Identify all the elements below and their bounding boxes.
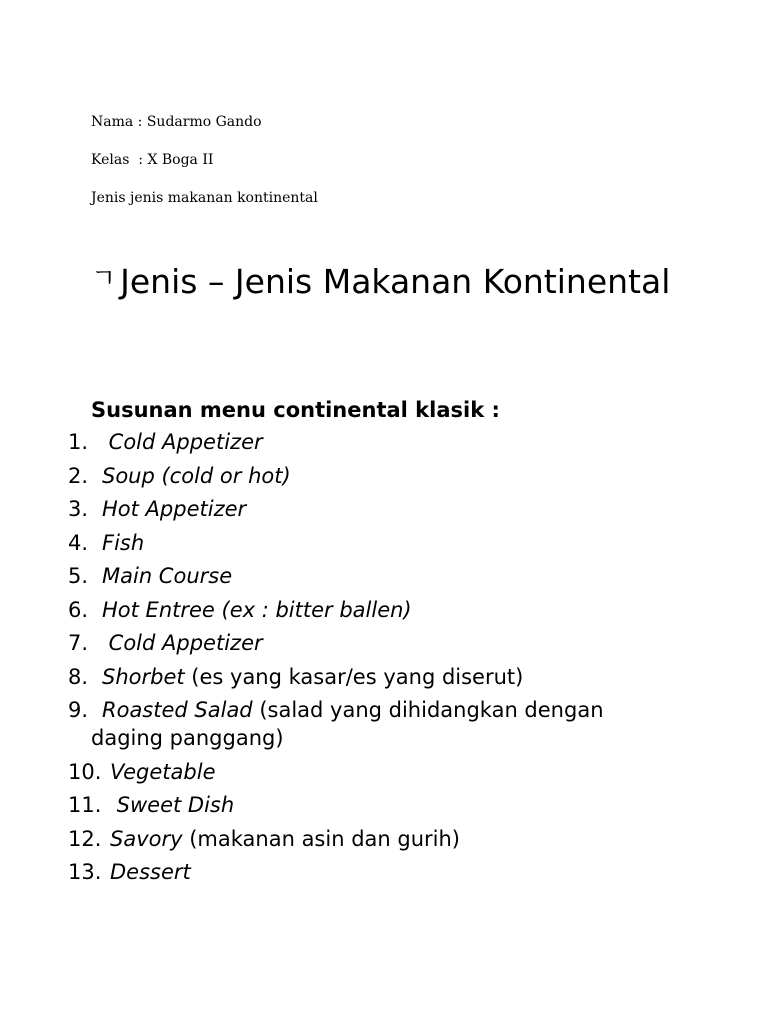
menu-item-number: 4. <box>68 530 89 555</box>
menu-item-name: Soup (cold or hot) <box>102 463 291 488</box>
menu-item <box>68 462 708 490</box>
menu-item <box>68 663 708 691</box>
menu-item-note-continued: daging panggang) <box>91 726 284 750</box>
menu-item-number: 2. <box>68 463 89 488</box>
menu-item-note: (es yang kasar/es yang diserut) <box>184 664 524 689</box>
menu-item-name: Dessert <box>110 860 191 884</box>
menu-item <box>68 529 708 557</box>
menu-subheading: Susunan menu continental klasik : <box>91 398 500 422</box>
menu-item-name: Vegetable <box>110 759 216 784</box>
menu-item <box>68 495 708 523</box>
menu-item-name: Savory <box>110 826 183 851</box>
menu-item-name: Hot Appetizer <box>102 497 247 521</box>
heading-marker: ㄱ <box>91 264 117 294</box>
menu-item <box>68 428 708 456</box>
menu-item <box>68 858 708 886</box>
menu-item-number: 13. <box>68 860 102 884</box>
student-class: Kelas : X Boga II <box>91 152 214 168</box>
menu-item <box>68 629 708 657</box>
menu-item-name: Cold Appetizer <box>102 631 263 655</box>
menu-item-number: 3. <box>68 497 89 521</box>
menu-item-number: 5. <box>68 564 89 588</box>
menu-item-number: 6. <box>68 597 89 622</box>
menu-item <box>68 562 708 590</box>
menu-item-number: 10. <box>68 759 102 784</box>
menu-item <box>68 825 708 853</box>
menu-item-note: (salad yang dihidangkan dengan <box>252 698 604 722</box>
menu-item-name: Sweet Dish <box>110 793 235 817</box>
menu-item-number: 8. <box>68 664 89 689</box>
menu-item-number: 7. <box>68 631 89 655</box>
menu-item-name: Roasted Salad <box>102 698 253 722</box>
menu-item-number: 1. <box>68 430 89 454</box>
menu-item-name: Cold Appetizer <box>102 430 263 454</box>
menu-item-note: (makanan asin dan gurih) <box>182 826 460 851</box>
menu-item <box>68 791 708 819</box>
menu-item <box>68 758 708 786</box>
menu-item-name: Hot Entree (ex : bitter ballen) <box>102 597 412 622</box>
document-heading <box>91 258 731 303</box>
menu-item-name: Main Course <box>102 564 233 588</box>
menu-item-number: 12. <box>68 826 102 851</box>
menu-item-number: 11. <box>68 793 102 817</box>
menu-item-name: Fish <box>102 530 145 555</box>
student-name: Nama : Sudarmo Gando <box>91 114 262 130</box>
menu-list <box>68 428 708 892</box>
heading-title: Jenis – Jenis Makanan Kontinental <box>120 262 671 301</box>
assignment-topic: Jenis jenis makanan kontinental <box>91 190 318 206</box>
menu-item-number: 9. <box>68 698 89 722</box>
menu-item-name: Shorbet <box>102 664 185 689</box>
menu-item <box>68 596 708 624</box>
menu-item <box>68 696 708 752</box>
